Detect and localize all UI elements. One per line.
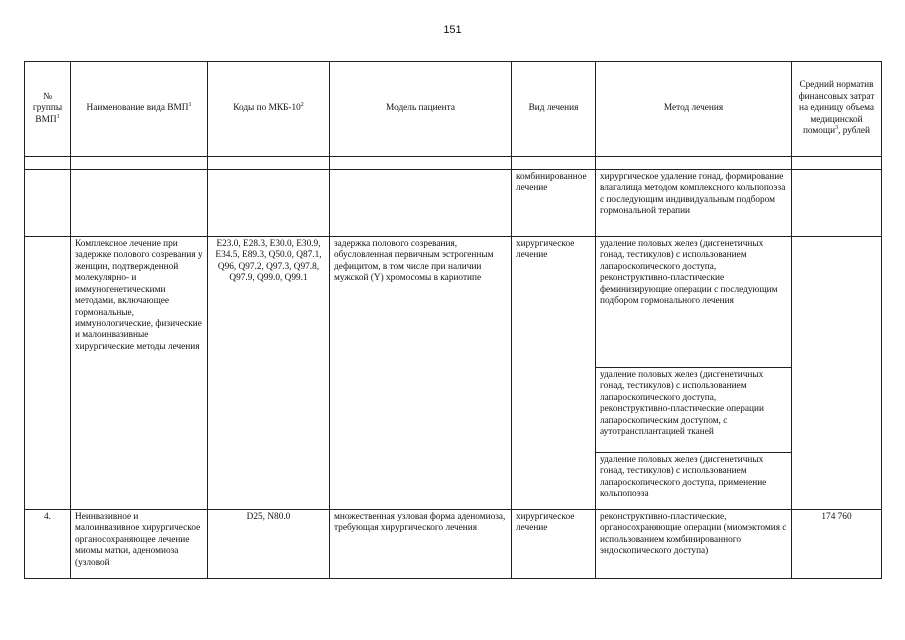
table-cell xyxy=(512,157,596,170)
table-cell xyxy=(25,170,71,237)
header-model: Модель пациента xyxy=(330,62,512,157)
cost-cell xyxy=(792,237,882,510)
table-cell xyxy=(792,157,882,170)
vmp-table xyxy=(24,61,882,579)
model-cell: задержка полового созревания, обусловленная первичным эстрогенным дефицитом, в том числе при наличии мужской (Y) хромосомы в кариотипе xyxy=(330,237,512,510)
header-cost: Средний норматив финансовых затрат на единицу объема медицинской помощи$^3$, рублей xyxy=(792,62,882,157)
name-cell: Комплексное лечение при задержке полового созревания у женщин, подтвержденной молекулярно- и иммуногенетическими методами, включающее гормональные, иммунологические, физические и малоинвазивные хирургические методы лечения xyxy=(71,237,208,510)
table-cell xyxy=(330,157,512,170)
table-cell xyxy=(596,157,792,170)
table-row xyxy=(25,237,882,368)
treatment-cell: хирургическое лечение xyxy=(512,237,596,510)
table-cell xyxy=(25,157,71,170)
header-row xyxy=(25,62,882,157)
table-cell xyxy=(330,170,512,237)
cost-cell: 174 760 xyxy=(792,510,882,579)
treatment-cell: хирургическое лечение xyxy=(512,510,596,579)
table-cell xyxy=(71,157,208,170)
header-method: Метод лечения xyxy=(596,62,792,157)
page-number: 151 xyxy=(443,24,462,36)
table-cell xyxy=(208,157,330,170)
name-cell: Неинвазивное и малоинвазивное хирургическое органосохраняющее лечение миомы матки, аденомиоза (узловой xyxy=(71,510,208,579)
header-treatment: Вид лечения xyxy=(512,62,596,157)
group-cell: 4. xyxy=(25,510,71,579)
column-number-row xyxy=(25,157,882,170)
method-cell: реконструктивно-пластические, органосохраняющие операции (миомэктомия с использованием комбинированного эндоскопического доступа) xyxy=(596,510,792,579)
table-cell xyxy=(208,170,330,237)
header-codes: Коды по МКБ-$10^2$ xyxy=(208,62,330,157)
table-cell xyxy=(71,170,208,237)
method-cell: удаление половых желез (дисгенетичных гонад, тестикулов) с использованием лапароскопического доступа, применение кольпопоэза xyxy=(596,453,792,510)
treatment-cell: комбинированное лечение xyxy=(512,170,596,237)
codes-cell: E23.0, E28.3, E30.0, E30.9, E34.5, E89.3, Q50.0, Q87.1, Q96, Q97.2, Q97.3, Q97.8, Q97.9, Q99.0, Q99.1 xyxy=(208,237,330,510)
codes-cell: D25, N80.0 xyxy=(208,510,330,579)
cost-cell xyxy=(792,170,882,237)
header-group: № группы ВМП$^1$ xyxy=(25,62,71,157)
group-cell xyxy=(25,237,71,510)
model-cell: множественная узловая форма аденомиоза, требующая хирургического лечения xyxy=(330,510,512,579)
method-cell: удаление половых желез (дисгенетичных гонад, тестикулов) с использованием лапароскопического доступа, реконструктивно-пластические операции лапароскопическим доступом, с аутотрансплантацией тканей xyxy=(596,368,792,453)
method-cell: хирургическое удаление гонад, формирование влагалища методом комплексного кольпопоэза с последующим индивидуальным подбором гормональной терапии xyxy=(596,170,792,237)
table-row xyxy=(25,170,882,237)
table-row xyxy=(25,510,882,579)
header-name: Наименование вида ВМП$^1$ xyxy=(71,62,208,157)
method-cell: удаление половых желез (дисгенетичных гонад, тестикулов) с использованием лапароскопического доступа, реконструктивно-пластические феминизирующие операции с последующим подбором гормонального лечения xyxy=(596,237,792,368)
